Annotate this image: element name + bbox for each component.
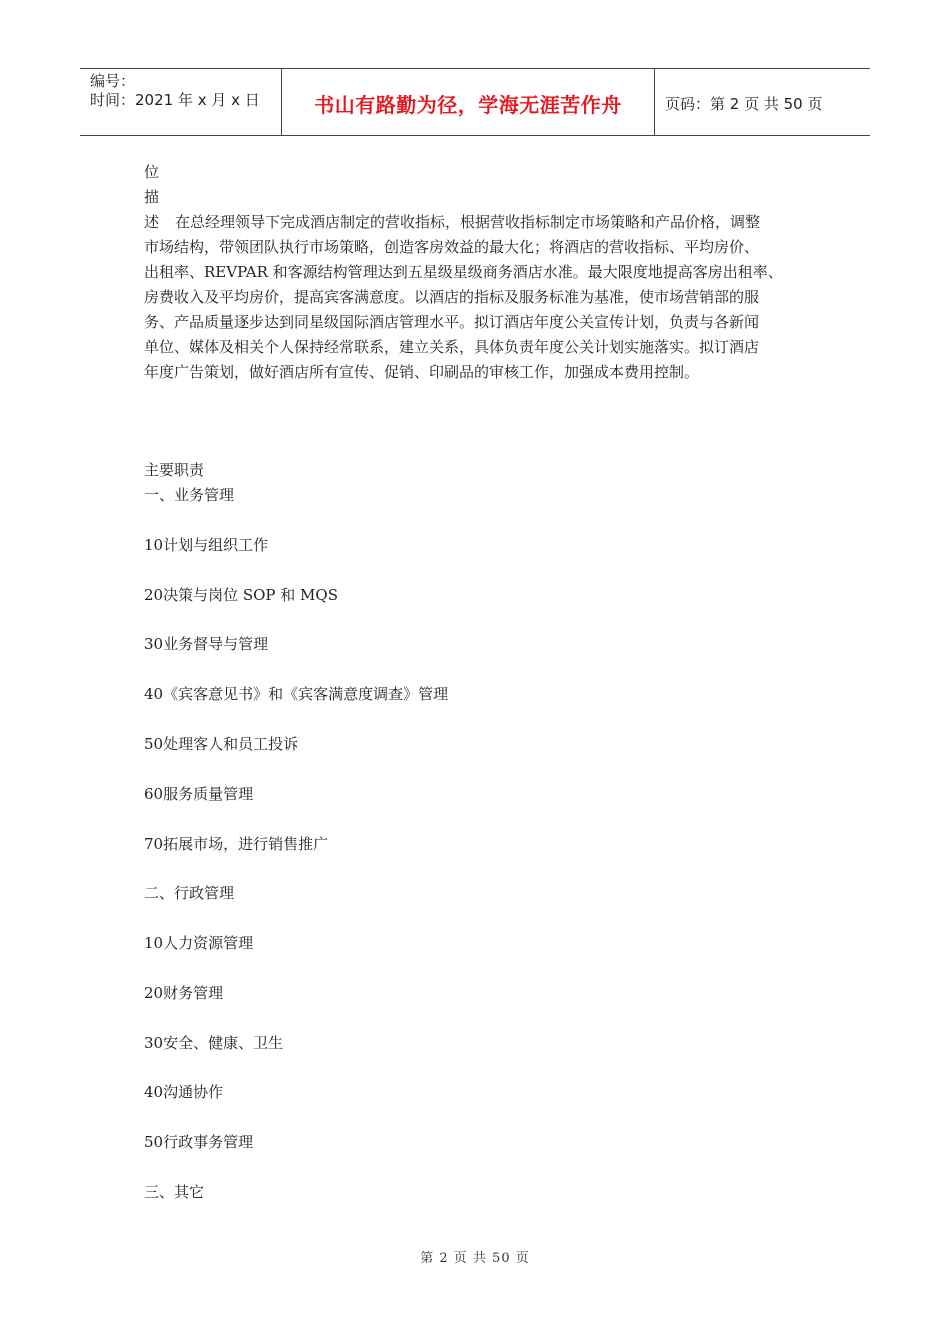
duty-item: 50行政事务管理 [144, 1133, 254, 1151]
desc-text-line: 出租率、REVPAR 和客源结构管理达到五星级星级商务酒店水准。最大限度地提高客房出租率、 [144, 263, 783, 281]
desc-text-line: 在总经理领导下完成酒店制定的营收指标，根据营收指标制定市场策略和产品价格，调整 [175, 213, 761, 231]
duty-item: 二、行政管理 [144, 884, 235, 902]
duty-item: 20财务管理 [144, 984, 224, 1002]
duty-item: 10计划与组织工作 [144, 536, 269, 554]
desc-text-line: 单位、媒体及相关个人保持经常联系，建立关系，具体负责年度公关计划实施落实。拟订酒店 [144, 338, 760, 356]
duty-item: 30业务督导与管理 [144, 635, 269, 653]
duties-title: 主要职责 [144, 461, 205, 479]
desc-label-char: 述 [144, 213, 160, 231]
duty-item: 三、其它 [144, 1183, 205, 1201]
duty-item: 60服务质量管理 [144, 785, 254, 803]
page-header [80, 68, 870, 136]
date-label: 时间：2021 年 x 月 x 日 [90, 91, 260, 109]
desc-text-line: 年度广告策划，做好酒店所有宣传、促销、印刷品的审核工作，加强成本费用控制。 [144, 363, 700, 381]
page-footer: 第 2 页 共 50 页 [420, 1251, 530, 1266]
desc-text-line: 市场结构，带领团队执行市场策略，创造客房效益的最大化；将酒店的营收指标、平均房价、 [144, 238, 760, 256]
motto-text: 书山有路勤为径，学海无涯苦作舟 [314, 93, 622, 117]
position-description [144, 160, 824, 385]
header-motto-cell [282, 69, 655, 135]
duty-item: 一、业务管理 [144, 486, 235, 504]
header-meta-cell [80, 69, 282, 135]
duty-item: 30安全、健康、卫生 [144, 1034, 284, 1052]
desc-text-line: 房费收入及平均房价，提高宾客满意度。以酒店的指标及服务标准为基准，使市场营销部的服 [144, 288, 760, 306]
duty-item: 40《宾客意见书》和《宾客满意度调查》管理 [144, 685, 449, 703]
desc-label-char: 描 [144, 188, 160, 206]
header-page-cell [655, 69, 870, 135]
duty-item: 10人力资源管理 [144, 934, 254, 952]
duty-item: 70拓展市场，进行销售推广 [144, 835, 329, 853]
duty-item: 40沟通协作 [144, 1083, 224, 1101]
desc-label-char: 位 [144, 163, 160, 181]
code-label: 编号： [90, 72, 136, 90]
desc-text-line: 务、产品质量逐步达到同星级国际酒店管理水平。拟订酒店年度公关宣传计划，负责与各新闻 [144, 313, 760, 331]
desc-first-line [144, 210, 824, 235]
duty-item: 20决策与岗位 SOP 和 MQS [144, 586, 338, 604]
header-page-info: 页码：第 2 页 共 50 页 [665, 95, 823, 113]
duty-item: 50处理客人和员工投诉 [144, 735, 299, 753]
